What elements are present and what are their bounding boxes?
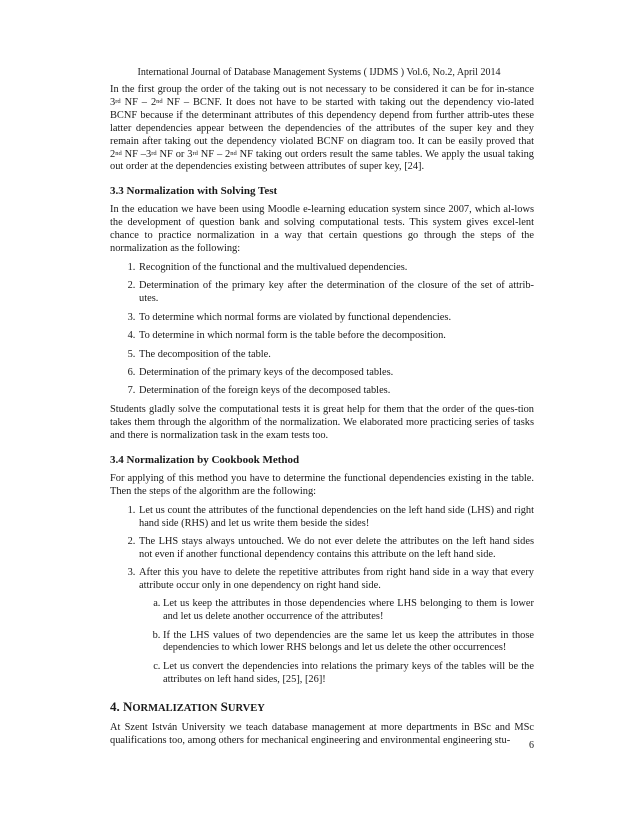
cookbook-substeps-list (139, 598, 534, 686)
page-body (110, 84, 534, 747)
list-item: 5. The decomposition of the table. (138, 349, 534, 362)
list-item: 1. Recognition of the functional and the multivalued dependencies. (138, 262, 534, 275)
section-3-4-intro: For applying of this method you have to determine the functional dependencies existing in the table. Then the steps of the algorithm are the following: (110, 472, 534, 497)
section-heading-3-4: 3.4 Normalization by Cookbook Method (110, 453, 300, 466)
list-item: 3. After this you have to delete the repetitive attributes from right hand side in a way that every attribute occur only in one dependency on right hand side. a. Let us keep the attributes in those dependencies where LHS belonging to them is lower and let us delete another occurrence of the attributes! b. If the LHS values of two dependencies are the same let us keep the attributes in those dependencies to which lower RHS belongs and let us delete the other occurrences! c. Let us convert the dependencies into relations the primary keys of the tables will be the attributes on left hand sides, [25], [26]! (138, 567, 534, 686)
list-item: 1. Let us count the attributes of the functional dependencies on the left hand side (LHS) and right hand side (RHS) and let us write them beside the sides! (138, 505, 534, 531)
list-item: 4. To determine in which normal form is the table before the decomposition. (138, 330, 534, 343)
list-item: 7. Determination of the foreign keys of the decomposed tables. (138, 385, 534, 398)
section-3-3-intro: In the education we have been using Moodle e-learning education system since 2007, which al-lows the development of question bank and solving computational tests. This system gives excel-lent chance to practice normalization in a way that certain questions go through the steps of the normalization as the following: (110, 204, 534, 255)
list-item: 2. The LHS stays always untouched. We do not ever delete the attributes on the left hand sides not even if another functional dependency contains this attribute on the left hand side. (138, 536, 534, 562)
running-header: International Journal of Database Management Systems ( IJDMS ) Vol.6, No.2, April 2014 (137, 67, 501, 78)
section-heading-4: 4. NORMALIZATION SURVEY (110, 698, 265, 714)
page-number: 6 (529, 740, 534, 751)
list-item: b. If the LHS values of two dependencies are the same let us keep the attributes in those dependencies to which lower RHS belongs and let us delete the other occurrences! (163, 630, 534, 656)
list-item: 2. Determination of the primary key after the determination of the closure of the set of attrib-utes. (138, 280, 534, 306)
list-item: c. Let us convert the dependencies into relations the primary keys of the tables will be the attributes on left hand sides, [25], [26]! (163, 661, 534, 687)
cookbook-steps-list (110, 505, 534, 687)
paragraph-taking-out-order: In the first group the order of the taking out is not necessary to be considered it can be for in-stance 3rd NF – 2nd NF – BCNF. It does not have to be started with taking out the dependency vio-lated BCNF because if the determinant attributes of this dependency depend from further attrib-utes these latter dependencies appear between the dependencies of the attributes of the super key and they remain after taking out the dependency violated BCNF on diagram too. It can be easily proved that 2nd NF –3rd NF or 3rd NF – 2nd NF taking out orders result the same tables. We apply the usual taking out order at the dependencies existing between attributes of super key, [24]. (110, 84, 534, 173)
section-3-3-outro: Students gladly solve the computational tests it is great help for them that the order of the ques-tion takes them through the algorithm of the normalization. We elaborated more practicing series of tasks and there is normalization task in the exam tests too. (110, 404, 534, 442)
list-item: 3. To determine which normal forms are violated by functional dependencies. (138, 312, 534, 325)
list-item: a. Let us keep the attributes in those dependencies where LHS belonging to them is lower and let us delete another occurrence of the attributes! (163, 598, 534, 624)
section-4-text: At Szent István University we teach database management at more departments in BSc and MSc qualifications too, among others for mechanical engineering and environmental engineering stu- (110, 721, 534, 746)
solving-test-steps-list (110, 262, 534, 398)
section-heading-3-3: 3.3 Normalization with Solving Test (110, 185, 278, 198)
list-item: 6. Determination of the primary keys of the decomposed tables. (138, 367, 534, 380)
